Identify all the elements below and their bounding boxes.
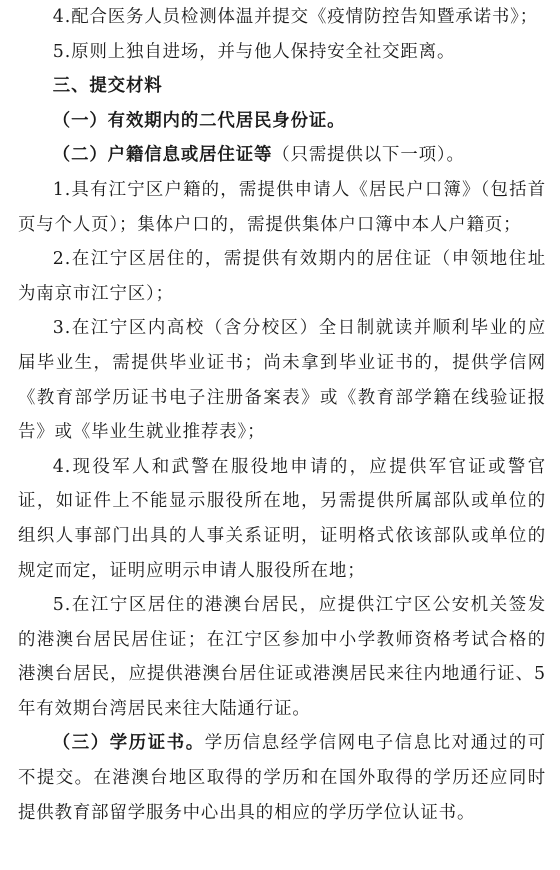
household-item-1-text: 1.具有江宁区户籍的，需提供申请人《居民户口簿》（包括首页与个人页）；集体户口的，需提供集体户口簿中本人户籍页；: [18, 179, 546, 235]
rule-item-5-text: 5.原则上独自进场，并与他人保持安全社交距离。: [52, 41, 456, 62]
subheading-household-title: （二）户籍信息或居住证等: [52, 145, 273, 166]
subheading-education-text: 学历信息经学信网电子信息比对通过的可不提交。在港澳台地区取得的学历和在国外取得的学历还应同时提供教育部留学服务中心出具的相应的学历学位认证书。: [18, 733, 547, 823]
subheading-household: [18, 138, 546, 173]
section-heading-text: 三、提交材料: [52, 76, 163, 97]
subheading-household-note: （只需提供以下一项）。: [272, 145, 465, 166]
rule-item-5: [18, 35, 546, 70]
household-item-4-text: 4.现役军人和武警在服役地申请的，应提供军官证或警官证，如证件上不能显示服役所在地，另需提供所属部队或单位的组织人事部门出具的人事关系证明，证明格式依该部队或单位的规定而定，证明应明示申请人服役所在地；: [18, 456, 546, 581]
household-item-2: [18, 242, 546, 311]
household-item-4: [18, 450, 546, 588]
household-item-5-text: 5.在江宁区居住的港澳台居民，应提供江宁区公安机关签发的港澳台居民居住证；在江宁区参加中小学教师资格考试合格的港澳台居民，应提供港澳台居住证或港澳居民来往内地通行证、5年有效期台湾居民来往大陆通行证。: [18, 595, 546, 719]
rule-item-4: [18, 0, 546, 35]
section-heading-materials: [18, 69, 546, 104]
subheading-id-card-text: （一）有效期内的二代居民身份证。: [52, 110, 346, 131]
rule-item-4-text: 4.配合医务人员检测体温并提交《疫情防控告知暨承诺书》；: [52, 7, 539, 27]
household-item-5: [18, 588, 546, 726]
household-item-2-text: 2.在江宁区居住的，需提供有效期内的居住证（申领地住址为南京市江宁区）；: [18, 249, 546, 304]
subheading-education: [18, 726, 546, 830]
subheading-id-card: [18, 104, 546, 139]
household-item-3-text: 3.在江宁区内高校（含分校区）全日制就读并顺利毕业的应届毕业生，需提供毕业证书；尚未拿到毕业证书的，提供学信网《教育部学历证书电子注册备案表》或《教育部学籍在线验证报告》或《毕业生就业推荐表》；: [18, 318, 546, 443]
household-item-1: [18, 173, 546, 242]
household-item-3: [18, 311, 546, 449]
subheading-education-title: （三）学历证书。: [52, 733, 205, 754]
